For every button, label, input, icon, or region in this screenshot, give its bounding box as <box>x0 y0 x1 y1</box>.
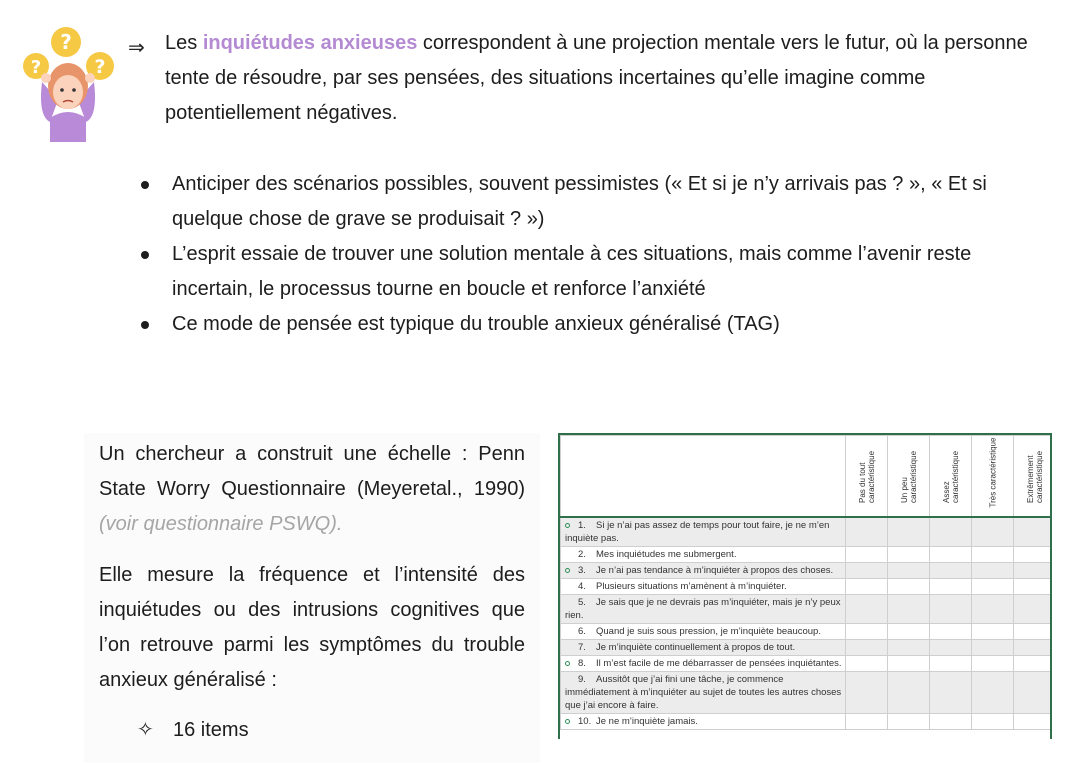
list-item: Anticiper des scénarios possibles, souvent pessimistes (« Et si je n’y arrivais pas ? », « Et si quelque chose de grave se produisait ? ») <box>172 167 1032 237</box>
answer-cell <box>1014 547 1053 563</box>
answer-cell <box>972 517 1014 547</box>
four-point-star-icon: ✧ <box>137 719 154 741</box>
table-row: 2. Mes inquiétudes me submergent. <box>561 547 1053 563</box>
table-row: 5. Je sais que je ne devrais pas m’inquiéter, mais je n’y peux rien. <box>561 595 1053 624</box>
scale-paragraph: Un chercheur a construit une échelle : Penn State Worry Questionnaire (Meyeretal., 1990) (voir questionnaire PSWQ). <box>99 443 525 535</box>
svg-text:?: ? <box>30 57 42 78</box>
table-row: 4. Plusieurs situations m’amènent à m’inquiéter. <box>561 579 1053 595</box>
answer-cell <box>888 517 930 547</box>
svg-text:?: ? <box>60 30 72 54</box>
answer-cell <box>888 595 930 624</box>
answer-cell <box>972 640 1014 656</box>
bullet-icon <box>565 661 570 666</box>
svg-text:?: ? <box>94 56 106 78</box>
answer-cell <box>846 714 888 730</box>
bullet-icon <box>565 523 570 528</box>
question-text: Il m’est facile de me débarrasser de pensées inquiétantes. <box>596 658 842 669</box>
highlight-term: inquiétudes anxieuses <box>202 32 418 54</box>
answer-cell <box>846 672 888 714</box>
table-row: 8. Il m’est facile de me débarrasser de pensées inquiétantes. <box>561 656 1053 672</box>
list-item: L’esprit essaie de trouver une solution mentale à ces situations, mais comme l’avenir reste incertain, le processus tourne en boucle et renforce l’anxiété <box>172 237 1032 307</box>
answer-cell <box>846 563 888 579</box>
answer-cell <box>972 624 1014 640</box>
answer-cell <box>930 547 972 563</box>
answer-cell <box>972 656 1014 672</box>
answer-cell <box>930 563 972 579</box>
answer-cell <box>1014 579 1053 595</box>
table-row: 10. Je ne m’inquiète jamais. <box>561 714 1053 730</box>
question-text: Mes inquiétudes me submergent. <box>596 549 737 560</box>
answer-cell <box>930 579 972 595</box>
items-count: ✧ 16 items <box>137 713 249 748</box>
answer-cell <box>888 656 930 672</box>
answer-cell <box>1014 672 1053 714</box>
answer-cell <box>846 517 888 547</box>
answer-cell <box>846 624 888 640</box>
question-text: Je ne m’inquiète jamais. <box>596 716 698 727</box>
intro-paragraph: Les inquiétudes anxieuses correspondent à une projection mentale vers le futur, où la personne tente de résoudre, par ses pensées, des situations incertaines qu’elle imagine comme potentiellement négatives. <box>165 32 1028 124</box>
answer-cell <box>888 714 930 730</box>
answer-cell <box>888 672 930 714</box>
list-item: Ce mode de pensée est typique du trouble anxieux généralisé (TAG) <box>172 307 1032 342</box>
answer-cell <box>972 714 1014 730</box>
answer-cell <box>888 624 930 640</box>
answer-cell <box>930 656 972 672</box>
question-text: Je m’inquiète continuellement à propos de tout. <box>596 642 796 653</box>
questionnaire-reference: (voir questionnaire PSWQ). <box>99 513 343 535</box>
answer-cell <box>972 595 1014 624</box>
table-row: 1. Si je n’ai pas assez de temps pour tout faire, je ne m’en inquiète pas. <box>561 517 1053 547</box>
answer-cell <box>846 547 888 563</box>
column-header: Un peu caractéristique <box>899 450 918 503</box>
answer-cell <box>930 714 972 730</box>
panel-text <box>99 437 525 698</box>
column-header: Assez caractéristique <box>941 450 960 503</box>
worried-person-icon <box>12 26 120 142</box>
answer-cell <box>930 672 972 714</box>
question-text: Je n’ai pas tendance à m’inquiéter à propos des choses. <box>596 565 834 576</box>
question-text: Quand je suis sous pression, je m’inquiète beaucoup. <box>596 626 821 637</box>
answer-cell <box>1014 563 1053 579</box>
answer-cell <box>846 595 888 624</box>
column-header: Très caractéristique <box>988 437 997 508</box>
answer-cell <box>1014 517 1053 547</box>
answer-cell <box>930 640 972 656</box>
column-header: Extrêmement caractéristique <box>1025 450 1044 503</box>
answer-cell <box>888 640 930 656</box>
answer-cell <box>1014 656 1053 672</box>
pswq-table <box>558 433 1052 739</box>
table-row: 3. Je n’ai pas tendance à m’inquiéter à propos des choses. <box>561 563 1053 579</box>
answer-cell <box>1014 624 1053 640</box>
answer-cell <box>1014 714 1053 730</box>
answer-cell <box>972 672 1014 714</box>
question-text: Je sais que je ne devrais pas m’inquiéter, mais je n’y peux rien. <box>565 597 841 621</box>
answer-cell <box>846 656 888 672</box>
answer-cell <box>888 563 930 579</box>
answer-cell <box>888 547 930 563</box>
answer-cell <box>930 595 972 624</box>
bullet-icon <box>565 719 570 724</box>
table-row: 7. Je m’inquiète continuellement à propos de tout. <box>561 640 1053 656</box>
question-text: Aussitôt que j’ai fini une tâche, je commence immédiatement à m’inquiéter au sujet de toutes les autres choses que j’ai encore à faire. <box>565 674 842 711</box>
column-header: Pas du tout caractéristique <box>857 450 876 503</box>
answer-cell <box>846 579 888 595</box>
answer-cell <box>930 517 972 547</box>
table-row: 6. Quand je suis sous pression, je m’inquiète beaucoup. <box>561 624 1053 640</box>
answer-cell <box>1014 595 1053 624</box>
measure-paragraph: Elle mesure la fréquence et l’intensité des inquiétudes ou des intrusions cognitives que l’on retrouve parmi les symptômes du trouble anxieux généralisé : <box>99 564 525 691</box>
double-arrow-icon: ⇒ <box>128 37 145 59</box>
answer-cell <box>888 579 930 595</box>
answer-cell <box>930 624 972 640</box>
bullet-list <box>172 167 1032 342</box>
table-row: 9. Aussitôt que j’ai fini une tâche, je commence immédiatement à m’inquiéter au sujet de toutes les autres choses que j’ai encore à faire. <box>561 672 1053 714</box>
answer-cell <box>972 579 1014 595</box>
bullet-icon <box>565 568 570 573</box>
table-corner <box>561 436 846 518</box>
answer-cell <box>1014 640 1053 656</box>
answer-cell <box>972 547 1014 563</box>
question-text: Plusieurs situations m’amènent à m’inquiéter. <box>596 581 787 592</box>
answer-cell <box>972 563 1014 579</box>
question-text: Si je n’ai pas assez de temps pour tout faire, je ne m’en inquiète pas. <box>565 520 830 544</box>
answer-cell <box>846 640 888 656</box>
